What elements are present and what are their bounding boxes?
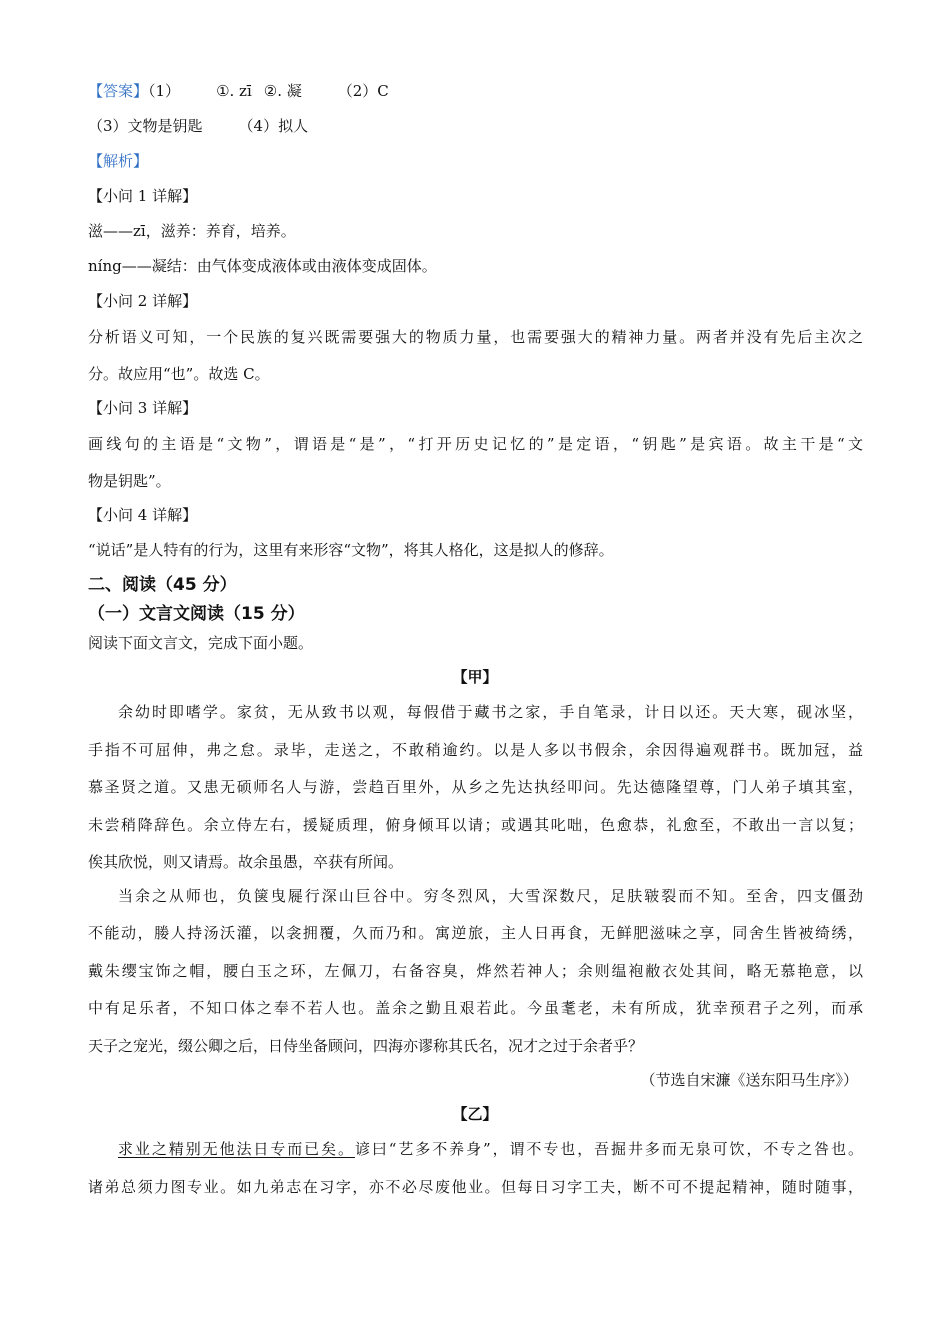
sub2-title: 【小问 2 详解】 <box>88 292 198 310</box>
answer-q1-b: ②. 凝 <box>263 82 302 100</box>
sub4-line-1: “说话”是人特有的行为，这里有来形容“文物”，将其人格化，这是拟人的修辞。 <box>88 541 614 559</box>
answer-line-2 <box>88 116 308 136</box>
jia-line: 俟其欣悦，则又请焉。故余虽愚，卒获有所闻。 <box>88 853 404 871</box>
jia-line: 戴朱缨宝饰之帽，腰白玉之环，左佩刀，右备容臭，烨然若神人；余则缊袍敝衣处其间，略无慕艳意，以 <box>88 962 863 980</box>
sub3-title: 【小问 3 详解】 <box>88 399 198 417</box>
section-2-subtitle: （一）文言文阅读（15 分） <box>88 604 305 624</box>
answer-label: 【答案】 <box>88 82 149 100</box>
answer-q4: （4）拟人 <box>238 117 309 135</box>
jia-line: 余幼时即嗜学。家贫，无从致书以观，每假借于藏书之家，手自笔录，计日以还。天大寒，砚冰坚， <box>118 703 863 721</box>
answer-q1-num: （1） <box>148 82 181 100</box>
yi-label: 【乙】 <box>452 1105 498 1123</box>
answer-q2: （2）C <box>337 82 389 100</box>
sub2-line-1: 分析语义可知，一个民族的复兴既需要强大的物质力量，也需要强大的精神力量。两者并没有先后主次之 <box>88 328 863 346</box>
section-2-instruction: 阅读下面文言文，完成下面小题。 <box>88 634 314 652</box>
sub4-title: 【小问 4 详解】 <box>88 506 198 524</box>
section-2-title: 二、阅读（45 分） <box>88 575 237 595</box>
yi-line-1 <box>118 1139 863 1159</box>
yi-line-2: 诸弟总须力图专业。如九弟志在习字，亦不必尽废他业。但每日习字工夫，断不可不提起精神，随时随事， <box>88 1178 863 1196</box>
sub1-line-1: 滋——zī，滋养：养育，培养。 <box>88 222 296 240</box>
jia-line: 中有足乐者，不知口体之奉不若人也。盖余之勤且艰若此。今虽耄老，未有所成，犹幸预君子之列，而承 <box>88 999 863 1017</box>
jia-line: 慕圣贤之道。又患无硕师名人与游，尝趋百里外，从乡之先达执经叩问。先达德隆望尊，门人弟子填其室， <box>88 778 863 796</box>
sub3-line-1: 画线句的主语是“文物”，谓语是“是”，“打开历史记忆的”是定语，“钥匙”是宾语。故主干是“文 <box>88 435 863 453</box>
answer-q3: （3）文物是钥匙 <box>88 117 203 135</box>
jia-line: 天子之宠光，缀公卿之后，日侍坐备顾问，四海亦谬称其氏名，况才之过于余者乎？ <box>88 1037 644 1055</box>
yi-line-1-rest: 谚曰“艺多不养身”，谓不专也，吾掘井多而无泉可饮，不专之咎也。 <box>354 1140 863 1158</box>
jia-source: （节选自宋濂《送东阳马生序》） <box>640 1071 858 1089</box>
analysis-label: 【解析】 <box>88 152 149 170</box>
yi-underlined-sentence: 求业之精别无他法日专而已矣。 <box>118 1140 355 1158</box>
sub2-line-2: 分。故应用“也”。故选 C。 <box>88 365 270 383</box>
jia-line: 不能动，媵人持汤沃灌，以衾拥覆，久而乃和。寓逆旅，主人日再食，无鲜肥滋味之享，同舍生皆被绮绣， <box>88 924 863 942</box>
jia-line: 未尝稍降辞色。余立侍左右，援疑质理，俯身倾耳以请；或遇其叱咄，色愈恭，礼愈至，不敢出一言以复； <box>88 816 863 834</box>
jia-label: 【甲】 <box>452 668 498 686</box>
sub3-line-2: 物是钥匙”。 <box>88 472 171 490</box>
sub1-line-2: níng——凝结：由气体变成液体或由液体变成固体。 <box>88 257 437 275</box>
jia-line: 当余之从师也，负箧曳屣行深山巨谷中。穷冬烈风，大雪深数尺，足肤皲裂而不知。至舍，四支僵劲 <box>118 887 863 905</box>
jia-line: 手指不可屈伸，弗之怠。录毕，走送之，不敢稍逾约。以是人多以书假余，余因得遍观群书。既加冠，益 <box>88 741 863 759</box>
answer-q1-a: ①. zī <box>216 82 252 100</box>
answer-line-1 <box>88 81 389 101</box>
sub1-title: 【小问 1 详解】 <box>88 187 198 205</box>
